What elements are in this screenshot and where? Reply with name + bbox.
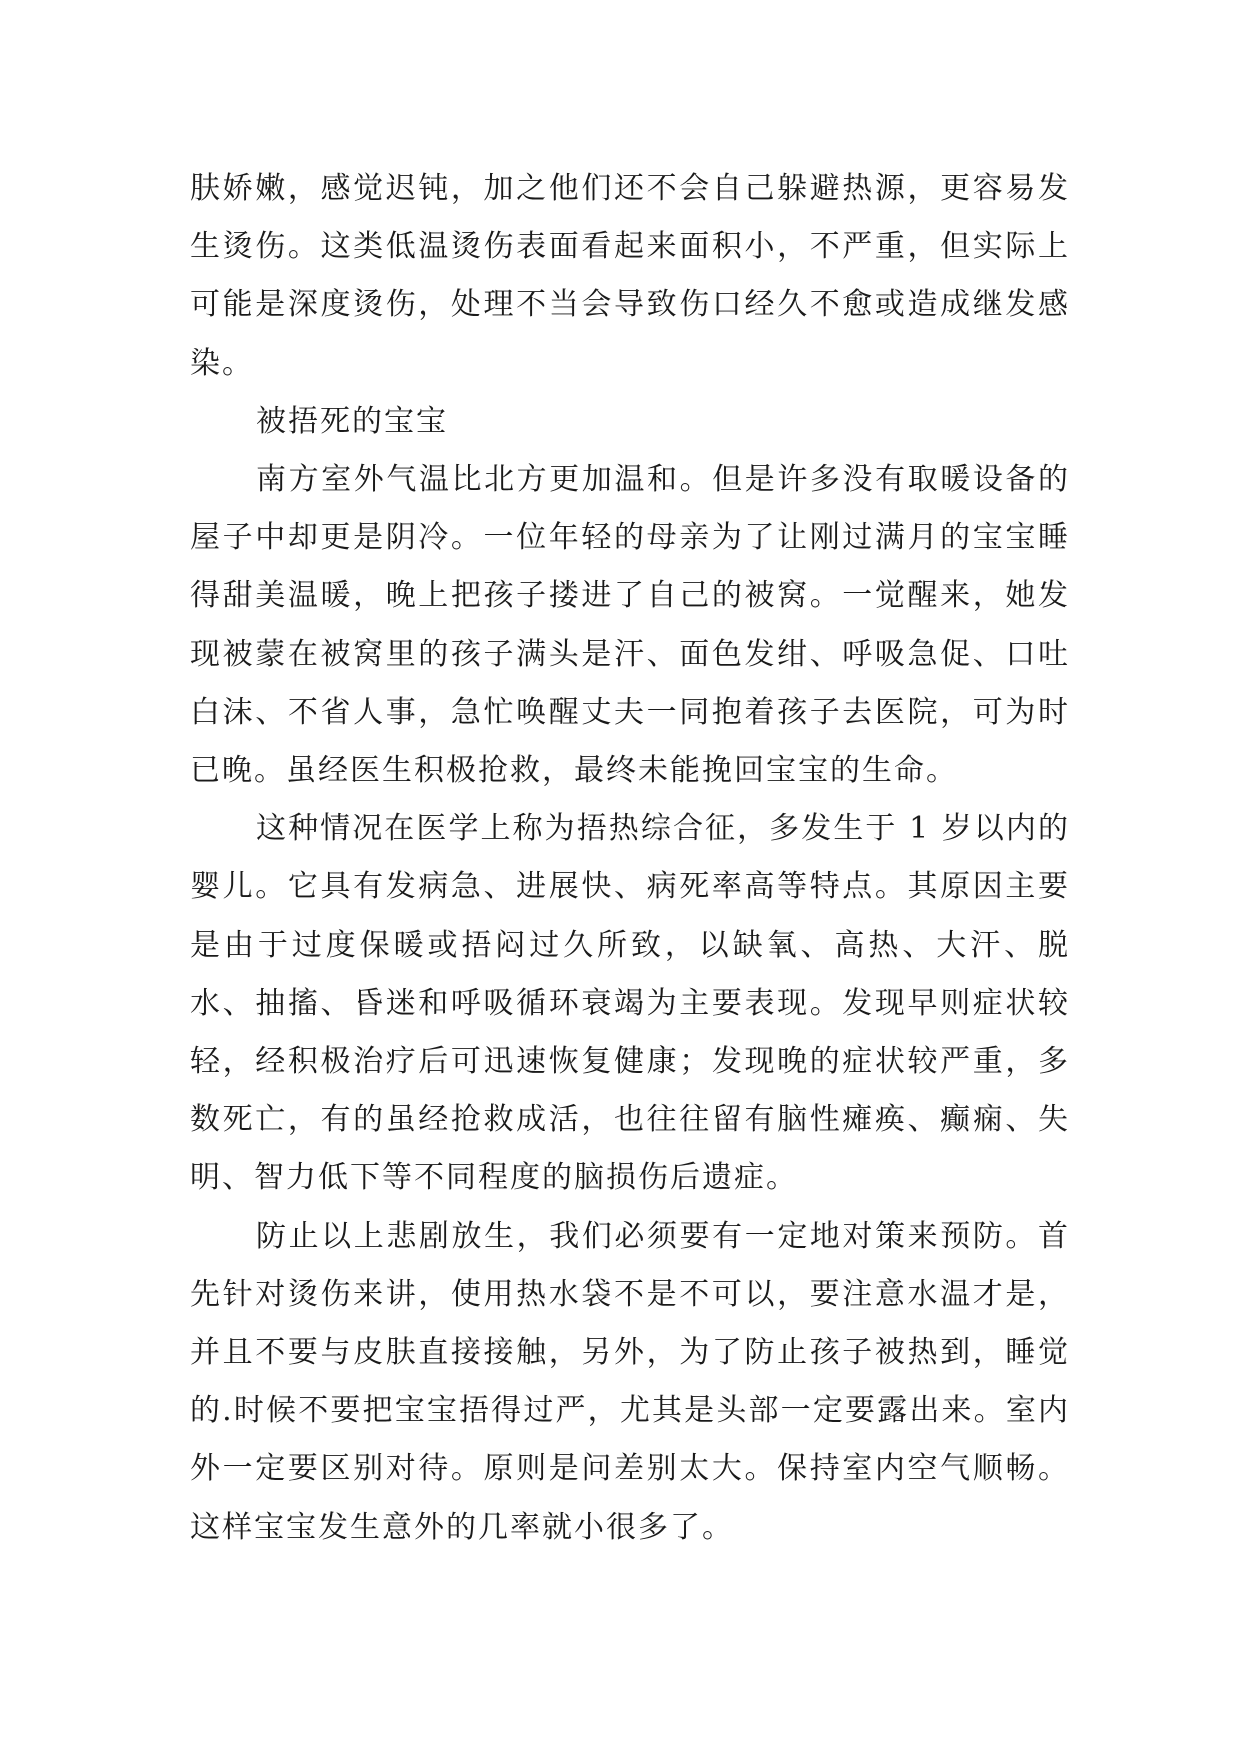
paragraph-syndrome: 这种情况在医学上称为捂热综合征，多发生于 1 岁以内的婴儿。它具有发病急、进展快、病死率高等特点。其原因主要是由于过度保暖或捂闷过久所致，以缺氧、高热、大汗、脱水、抽搐、昏迷和呼吸循环衰竭为主要表现。发现早则症状较轻，经积极治疗后可迅速恢复健康；发现晚的症状较严重，多数死亡，有的虽经抢救成活，也往往留有脑性瘫痪、癫痫、失明、智力低下等不同程度的脑损伤后遗症。 [190, 811, 1070, 1196]
paragraph-burn-continuation: 肤娇嫩，感觉迟钝，加之他们还不会自己躲避热源，更容易发生烫伤。这类低温烫伤表面看起来面积小，不严重，但实际上可能是深度烫伤，处理不当会导致伤口经久不愈或造成继发感染。 [190, 171, 1070, 381]
document-body [190, 160, 1070, 1557]
paragraph-prevention: 防止以上悲剧放生，我们必须要有一定地对策来预防。首先针对烫伤来讲，使用热水袋不是不可以，要注意水温才是，并且不要与皮肤直接接触，另外，为了防止孩子被热到，睡觉的.时候不要把宝宝捂得过严，尤其是头部一定要露出来。室内外一定要区别对待。原则是问差别太大。保持室内空气顺畅。这样宝宝发生意外的几率就小很多了。 [190, 1218, 1070, 1545]
paragraph-story: 南方室外气温比北方更加温和。但是许多没有取暖设备的屋子中却更是阴冷。一位年轻的母亲为了让刚过满月的宝宝睡得甜美温暖，晚上把孩子搂进了自己的被窝。一觉醒来，她发现被蒙在被窝里的孩子满头是汗、面色发绀、呼吸急促、口吐白沫、不省人事，急忙唤醒丈夫一同抱着孩子去医院，可为时已晚。虽经医生积极抢救，最终未能挽回宝宝的生命。 [190, 462, 1070, 789]
section-heading: 被捂死的宝宝 [256, 403, 448, 439]
